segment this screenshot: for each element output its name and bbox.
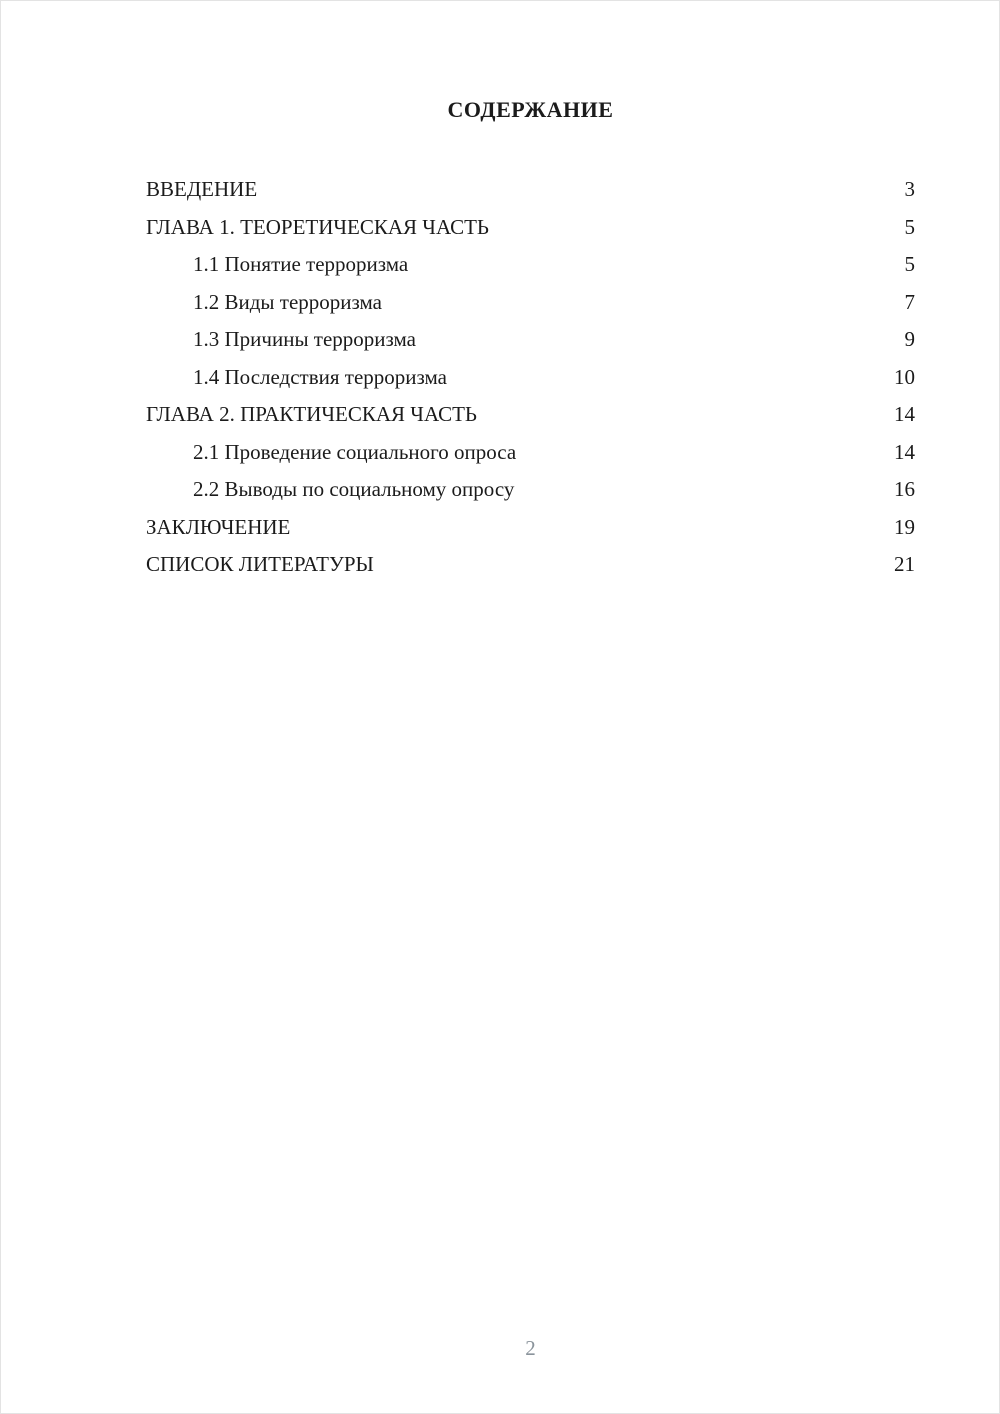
toc-entry-page: 21 bbox=[894, 552, 915, 576]
toc-entry bbox=[146, 246, 915, 284]
toc-entry-label: СПИСОК ЛИТЕРАТУРЫ bbox=[146, 552, 374, 576]
footer-page-number: 2 bbox=[525, 1336, 536, 1360]
toc-entry-label: 2.2 Выводы по социальному опросу bbox=[193, 477, 515, 501]
toc-entry-label: 1.2 Виды терроризма bbox=[193, 289, 382, 314]
toc-entry-page: 14 bbox=[894, 402, 915, 426]
toc-entry bbox=[146, 359, 915, 397]
toc-entry-page: 3 bbox=[904, 177, 915, 201]
toc-entry-label: ГЛАВА 2. ПРАКТИЧЕСКАЯ ЧАСТЬ bbox=[146, 402, 477, 426]
toc-entry-label: 2.1 Проведение социального опроса bbox=[193, 439, 517, 464]
page-title: СОДЕРЖАНИЕ bbox=[447, 97, 614, 122]
toc-entry-label: ВВЕДЕНИЕ bbox=[146, 177, 258, 201]
toc-entry bbox=[146, 209, 915, 247]
toc-entry-page: 16 bbox=[894, 477, 915, 501]
toc-entry-page: 9 bbox=[904, 327, 915, 351]
toc-entry bbox=[146, 171, 915, 209]
toc-entry bbox=[146, 471, 915, 509]
page-content bbox=[1, 1, 999, 584]
toc-entry-page: 7 bbox=[904, 289, 915, 314]
toc-entry-page: 5 bbox=[904, 252, 915, 276]
toc-list bbox=[146, 171, 915, 584]
toc-entry bbox=[146, 284, 915, 322]
toc-entry bbox=[146, 321, 915, 359]
toc-entry-label: 1.4 Последствия терроризма bbox=[193, 364, 447, 389]
toc-entry-label: ЗАКЛЮЧЕНИЕ bbox=[146, 514, 291, 539]
toc-entry bbox=[146, 509, 915, 547]
toc-entry bbox=[146, 396, 915, 434]
toc-entry bbox=[146, 546, 915, 584]
toc-entry-page: 19 bbox=[894, 514, 915, 539]
toc-entry-page: 10 bbox=[894, 364, 915, 389]
toc-entry-label: ГЛАВА 1. ТЕОРЕТИЧЕСКАЯ ЧАСТЬ bbox=[146, 214, 489, 239]
toc-entry bbox=[146, 434, 915, 472]
toc-entry-label: 1.1 Понятие терроризма bbox=[193, 252, 409, 276]
toc-entry-label: 1.3 Причины терроризма bbox=[193, 327, 417, 351]
toc-entry-page: 14 bbox=[894, 439, 915, 464]
toc-entry-page: 5 bbox=[904, 214, 915, 239]
